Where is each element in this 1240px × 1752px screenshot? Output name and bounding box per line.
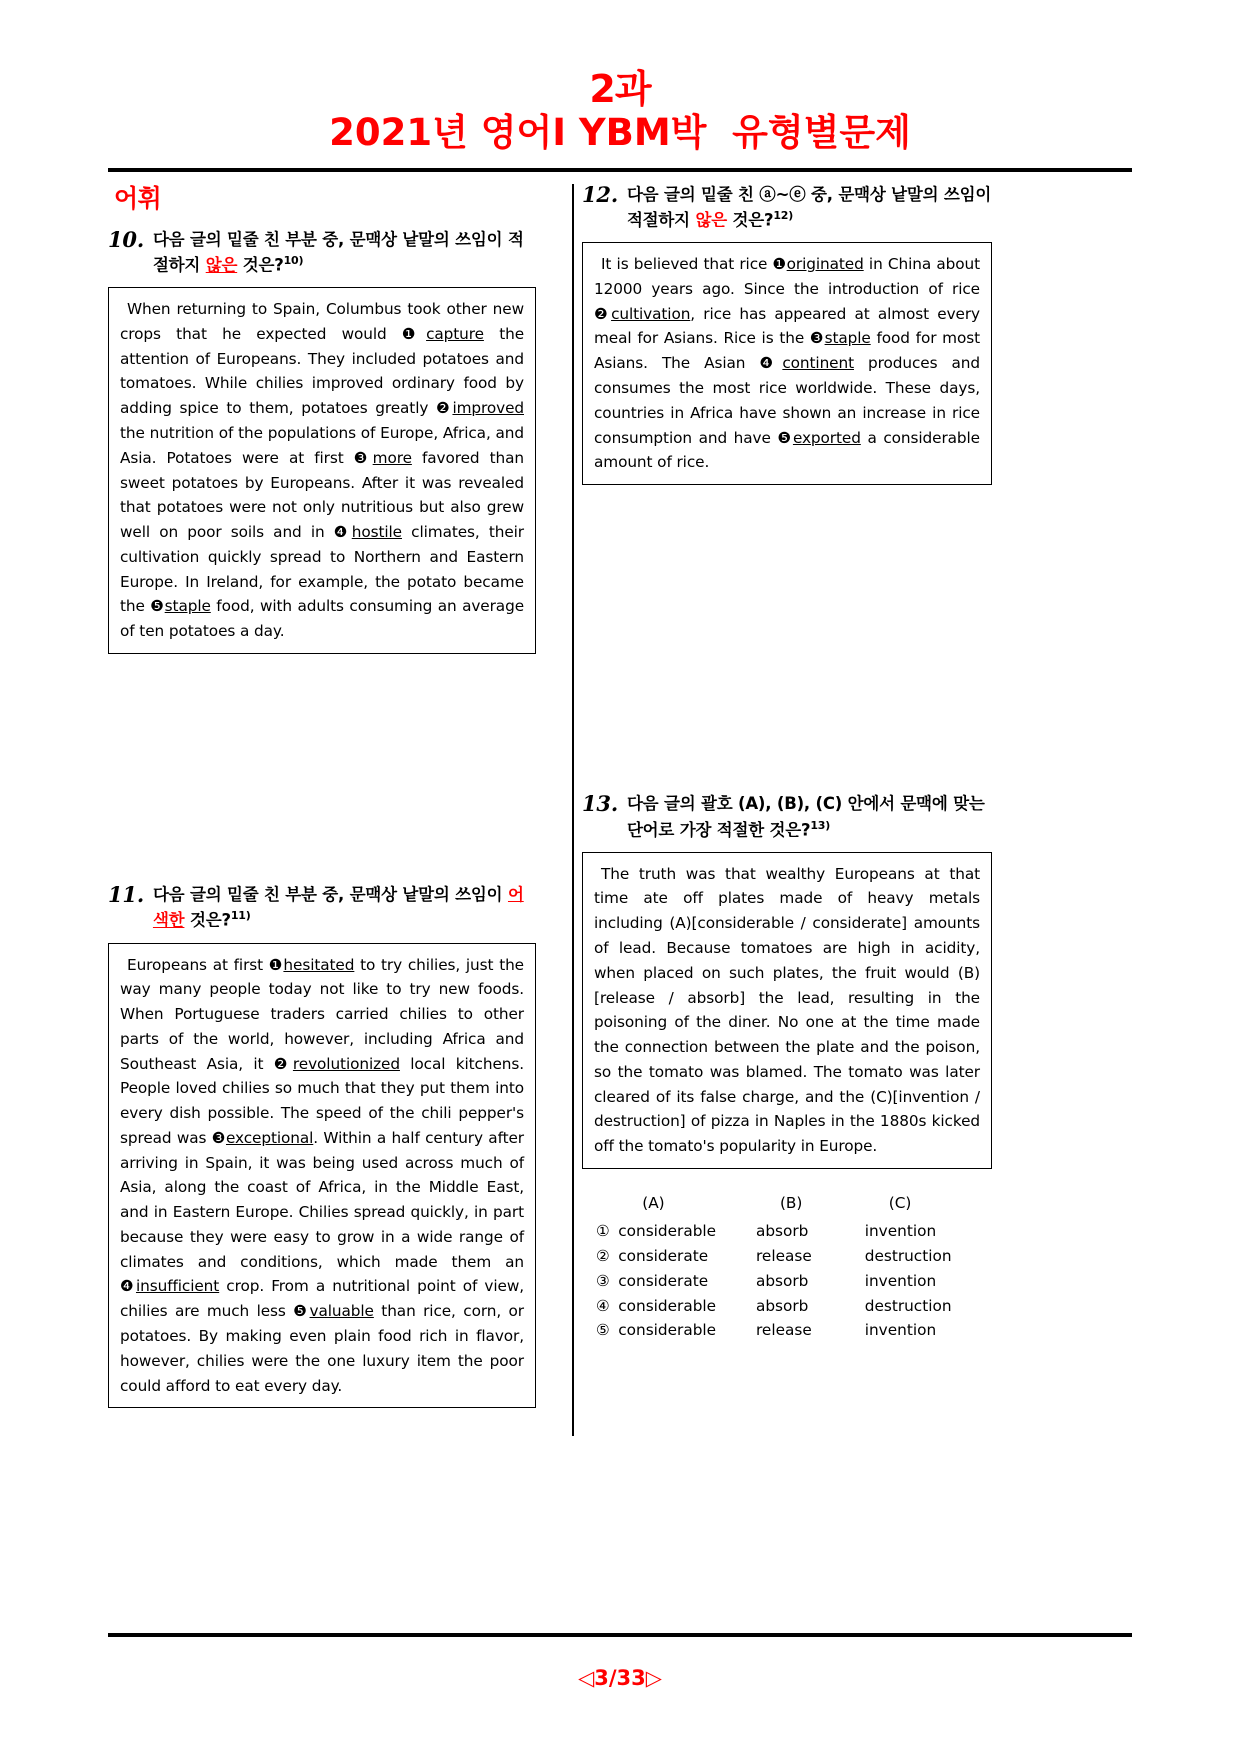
question-11-footnote: 11) [230,909,251,923]
question-10-highlight: 않은 [205,255,238,275]
page-indicator: ◁3/33▷ [578,1666,662,1690]
choice-marker: ④ [596,1296,610,1315]
choice-option-a: considerate [618,1271,709,1290]
choice-option-a: considerate [618,1246,709,1265]
page-header [108,0,1132,155]
choice-option-c: invention [864,1271,937,1290]
question-12-prompt [627,182,992,234]
choices-table-body [596,1191,992,1344]
underlined-word: exceptional [225,1128,314,1147]
passage-text: Europeans at first ❶hesitated to try chilies, just the way many people today not like to try new foods. When Portuguese traders carried chilies to other parts of the world, however, including Africa and Southeast Asia, it ❷revolutionized local kitchens. People loved chilies so much that they put them into every dish possible. The speed of the chili pepper's spread was ❸exceptional. Within a half century after arriving in Spain, it was being used across much of Asia, along the coast of Africa, in the Middle East, and in Eastern Europe. Chilies spread quickly, in part because they were easy to grow in a wide range of climates and conditions, which made them an ❹insufficient crop. From a nutritional point of view, chilies are much less ❺valuable than rice, corn, or potatoes. By making even plain food rich in flavor, however, chilies were the one luxury item the poor could afford to eat every day. [120,955,524,1395]
passage-text: The truth was that wealthy Europeans at that time ate off plates made of heavy metals including (A)[considerable / considerate] amounts of lead. Because tomatoes are high in acidity, when placed on such plates, the fruit would (B)[release / absorb] the lead, resulting in the poisoning of the diner. No one at the time made the connection between the plate and the poison, so the tomato was blamed. The tomato was later cleared of its false charge, and the (C)[invention / destruction] of pizza in Naples in the 1880s kicked off the tomato's popularity in Europe. [594,864,980,1156]
question-12-prompt-line1: 다음 글의 밑줄 친 ⓐ~ⓔ 중, 문맥상 낱말의 쓰 [626,184,960,204]
question-12-number: 12. [582,181,618,207]
choice-option-c: destruction [864,1246,952,1265]
right-column-spacer [582,491,992,791]
question-10-prompt-pre: 이 적절하지 [152,229,524,275]
underlined-word: continent [782,354,854,373]
underlined-word: hesitated [283,955,355,974]
question-10-passage [108,287,536,654]
question-10-prompt [153,227,536,279]
choice-option-b: absorb [755,1221,809,1240]
left-column [108,182,550,1434]
question-11-number: 11. [108,881,144,907]
underlined-word: staple [164,597,211,616]
page-title: 2021년 영어Ⅰ YBM박 유형별문제 [329,111,911,154]
underlined-word: hostile [351,523,402,542]
footer-divider-rule [108,1633,1132,1637]
question-12-prompt-post: 것은? [726,210,774,230]
question-12 [582,182,992,486]
choice-marker: ② [596,1246,610,1265]
question-10-heading [108,227,536,279]
question-12-footnote: 12) [773,209,794,223]
choice-option-c: invention [864,1221,937,1240]
underlined-word: more [372,448,412,467]
underlined-word: cultivation [611,304,691,323]
question-10-prompt-line1: 다음 글의 밑줄 친 부분 중, 문맥상 낱말의 쓰임 [152,229,487,249]
left-column-spacer [108,660,536,882]
choice-row[interactable] [596,1219,992,1244]
question-13-choices [582,1191,992,1344]
choice-option-b: release [755,1321,812,1340]
question-13-prompt [627,791,992,843]
choice-option-a: considerable [618,1321,717,1340]
passage-text: It is believed that rice ❶originated in China about 12000 years ago. Since the introduction of rice ❷cultivation, rice has appeared at almost every meal for Asians. Rice is the ❸staple food for most Asians. The Asian ❹continent produces and consumes the most rice worldwide. These days, countries in Africa have shown an increase in rice consumption and have ❺exported a considerable amount of rice. [594,255,981,472]
choice-marker: ③ [596,1271,610,1290]
question-12-highlight: 않은 [695,210,727,230]
underlined-word: exported [792,428,861,447]
underlined-word: valuable [309,1302,374,1321]
question-11-prompt [153,882,536,934]
question-13-footnote: 13) [810,818,831,832]
question-12-prompt-pre: 임이 적절하지 [626,184,992,230]
choice-option-b: absorb [755,1271,809,1290]
choice-row[interactable] [596,1244,992,1269]
question-13-heading [582,791,992,843]
question-11-prompt-pre: 이 [486,884,508,904]
choices-header-blank [596,1191,618,1219]
choices-header-b: (B) [779,1193,803,1212]
two-column-body [108,182,1132,1434]
question-11 [108,882,536,1408]
choice-option-a: considerable [618,1221,717,1240]
choice-option-c: destruction [864,1296,952,1315]
question-12-passage [582,242,992,485]
question-11-highlight: 어색한 [152,884,524,930]
header-divider-rule [108,168,1132,172]
choice-option-b: release [755,1246,812,1265]
choice-row[interactable] [596,1269,992,1294]
underlined-word: capture [426,324,484,343]
underlined-word: insufficient [135,1277,220,1296]
question-13 [582,791,992,1343]
choice-row[interactable] [596,1318,992,1343]
choice-marker: ① [596,1221,610,1240]
question-10-prompt-post: 것은? [237,255,284,275]
choices-table [596,1191,992,1344]
question-13-prompt-line1: 다음 글의 괄호 (A), (B), (C) 안에서 문맥에 맞는 [626,794,985,814]
question-12-heading [582,182,992,234]
section-heading-vocabulary: 어휘 [114,183,162,213]
underlined-word: revolutionized [292,1054,400,1073]
question-11-prompt-post: 것은? [184,910,231,930]
question-11-prompt-line1: 다음 글의 밑줄 친 부분 중, 문맥상 낱말의 쓰임 [152,884,487,904]
choices-header-c: (C) [888,1193,912,1212]
question-11-passage [108,943,536,1409]
lesson-number: 2과 [589,67,651,111]
choices-header-a: (A) [642,1193,665,1212]
question-13-prompt-pre: 단어로 가장 적절한 것은? [626,820,811,840]
question-10-number: 10. [108,226,144,252]
choice-marker: ⑤ [596,1321,610,1340]
choice-option-c: invention [864,1321,937,1340]
right-column [550,182,992,1434]
choice-option-a: considerable [618,1296,717,1315]
question-11-heading [108,882,536,934]
underlined-word: staple [824,329,871,348]
question-13-passage [582,852,992,1169]
passage-text: When returning to Spain, Columbus took other new crops that he expected would ❶capture the attention of Europeans. They included potatoes and tomatoes. While chilies improved ordinary food by adding spice to them, potatoes greatly ❷improved the nutrition of the populations of Europe, Africa, and Asia. Potatoes were at first ❸more favored than sweet potatoes by Europeans. After it was revealed that potatoes were not only nutritious but also grew well on poor soils and in ❹hostile climates, their cultivation quickly spread to Northern and Eastern Europe. In Ireland, for example, the potato became the ❺staple food, with adults consuming an average of ten potatoes a day. [120,300,525,641]
underlined-word: originated [786,255,864,274]
question-10 [108,227,536,654]
choices-header-row [596,1191,992,1219]
question-13-number: 13. [582,791,618,817]
underlined-word: improved [452,399,524,418]
choice-row[interactable] [596,1294,992,1319]
question-10-footnote: 10) [283,254,304,268]
choice-option-b: absorb [755,1296,809,1315]
